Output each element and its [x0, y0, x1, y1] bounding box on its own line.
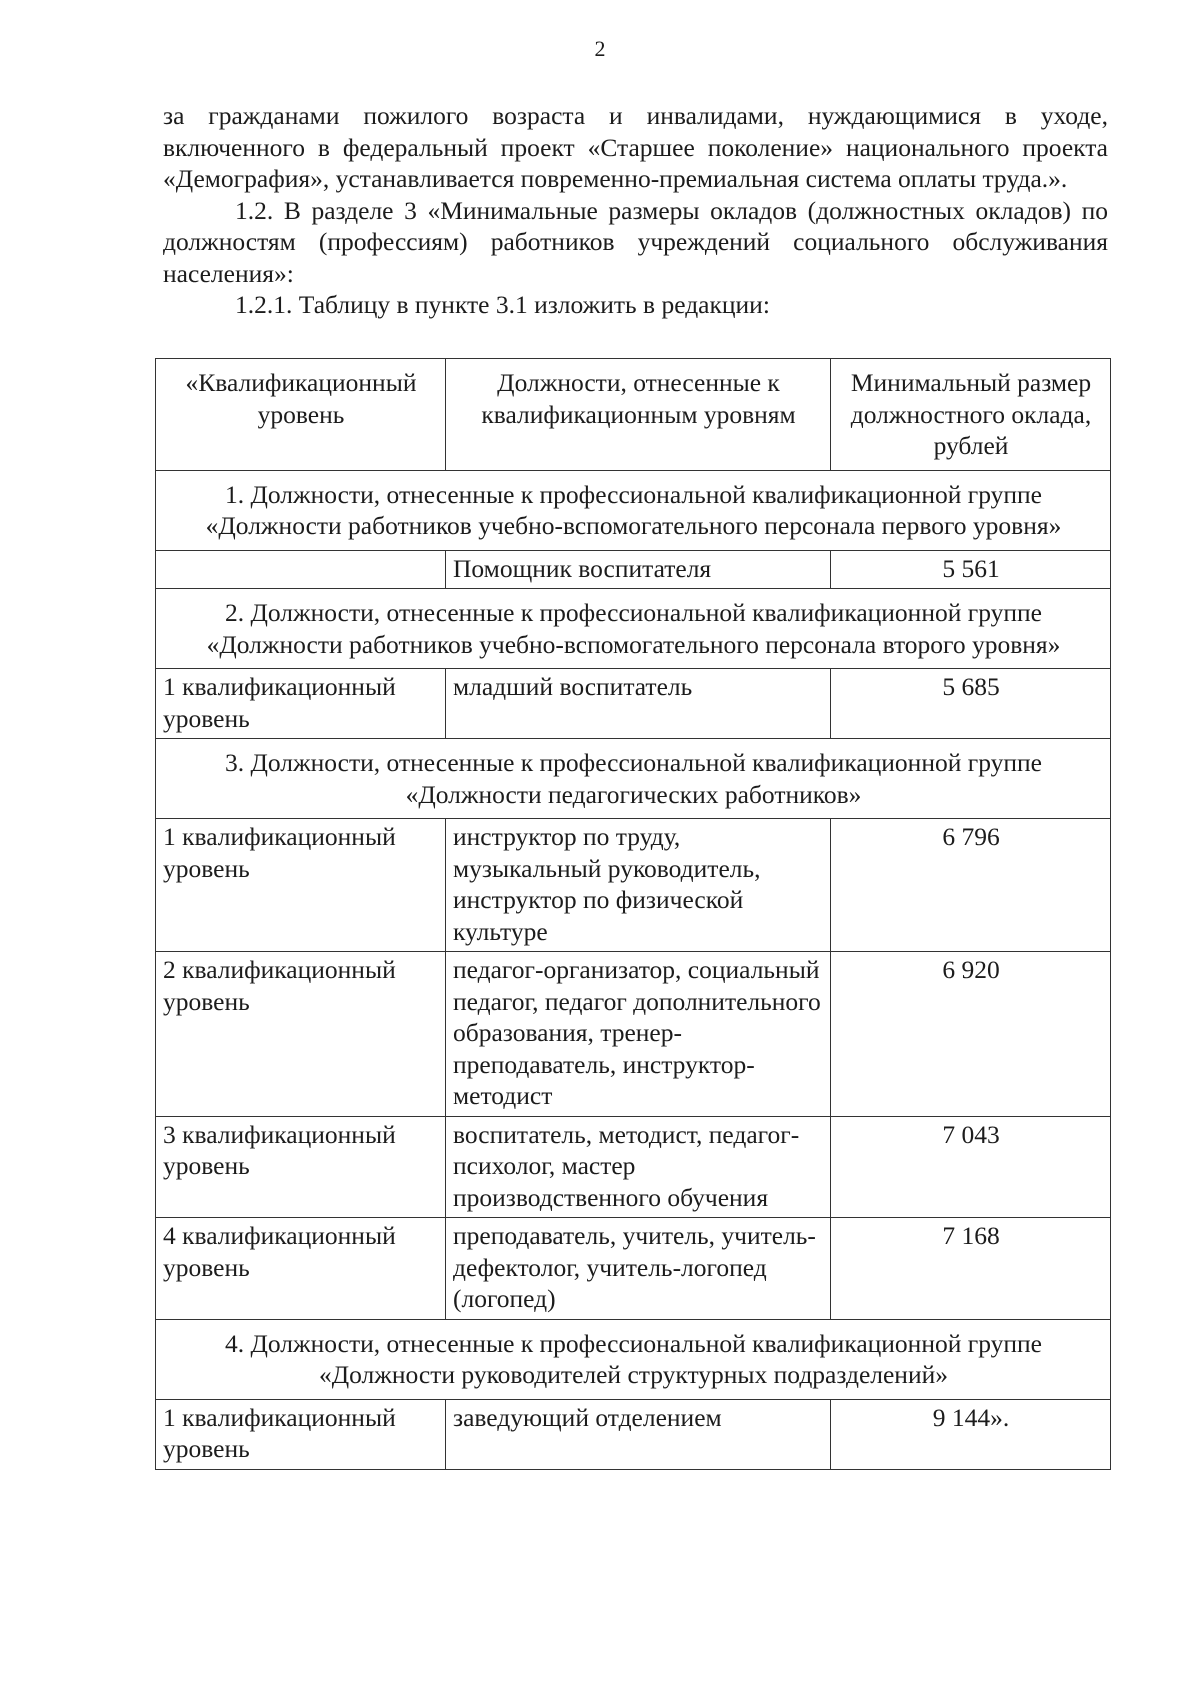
group-header-row	[156, 739, 1111, 819]
positions-cell: воспитатель, методист, педагог-психолог, мастер производственного обучения	[446, 1116, 831, 1218]
table-row	[156, 1116, 1111, 1218]
positions-cell: инструктор по труду, музыкальный руководитель, инструктор по физической культуре	[446, 819, 831, 952]
paragraph: за гражданами пожилого возраста и инвалидами, нуждающимися в уходе, включенного в федеральный проект «Старшее поколение» национального проекта «Демография», устанавливается повременно-премиальная система оплаты труда.».	[163, 101, 1108, 193]
level-cell: 1 квалификационный уровень	[156, 1399, 446, 1469]
header-positions: Должности, отнесенные к квалификационным уровням	[446, 359, 831, 471]
table-header-row	[156, 359, 1111, 471]
positions-cell: заведующий отделением	[446, 1399, 831, 1469]
paragraph: 1.2.1. Таблицу в пункте 3.1 изложить в редакции:	[235, 290, 770, 319]
group-title: 2. Должности, отнесенные к профессиональной квалификационной группе «Должности работников учебно-вспомогательного персонала второго уровня»	[156, 589, 1111, 669]
salary-cell: 5 561	[831, 550, 1111, 589]
salary-table	[155, 358, 1111, 1470]
table-row	[156, 819, 1111, 952]
group-title: 1. Должности, отнесенные к профессиональной квалификационной группе «Должности работников учебно-вспомогательного персонала первого уровня»	[156, 470, 1111, 550]
group-header-row	[156, 470, 1111, 550]
table-row	[156, 669, 1111, 739]
positions-cell: младший воспитатель	[446, 669, 831, 739]
page-number: 2	[594, 36, 606, 61]
level-cell	[156, 550, 446, 589]
group-title: 3. Должности, отнесенные к профессиональной квалификационной группе «Должности педагогических работников»	[156, 739, 1111, 819]
header-salary: Минимальный размер должностного оклада, рублей	[831, 359, 1111, 471]
salary-cell: 9 144».	[831, 1399, 1111, 1469]
group-header-row	[156, 589, 1111, 669]
salary-cell: 6 796	[831, 819, 1111, 952]
level-cell: 1 квалификационный уровень	[156, 819, 446, 952]
level-cell: 2 квалификационный уровень	[156, 952, 446, 1117]
positions-cell: педагог-организатор, социальный педагог, педагог дополнительного образования, тренер-преподаватель, инструктор-методист	[446, 952, 831, 1117]
group-title: 4. Должности, отнесенные к профессиональной квалификационной группе «Должности руководителей структурных подразделений»	[156, 1319, 1111, 1399]
body-text	[163, 100, 1108, 321]
level-cell: 4 квалификационный уровень	[156, 1218, 446, 1320]
level-cell: 1 квалификационный уровень	[156, 669, 446, 739]
salary-cell: 7 043	[831, 1116, 1111, 1218]
salary-cell: 6 920	[831, 952, 1111, 1117]
header-level: «Квалификационный уровень	[156, 359, 446, 471]
table-row	[156, 1218, 1111, 1320]
group-header-row	[156, 1319, 1111, 1399]
table-row	[156, 952, 1111, 1117]
positions-cell: Помощник воспитателя	[446, 550, 831, 589]
paragraph: 1.2. В разделе 3 «Минимальные размеры окладов (должностных окладов) по должностям (профессиям) работников учреждений социального обслуживания населения»:	[163, 195, 1108, 288]
salary-cell: 7 168	[831, 1218, 1111, 1320]
level-cell: 3 квалификационный уровень	[156, 1116, 446, 1218]
table-row	[156, 550, 1111, 589]
salary-cell: 5 685	[831, 669, 1111, 739]
table-row	[156, 1399, 1111, 1469]
positions-cell: преподаватель, учитель, учитель-дефектолог, учитель-логопед (логопед)	[446, 1218, 831, 1320]
